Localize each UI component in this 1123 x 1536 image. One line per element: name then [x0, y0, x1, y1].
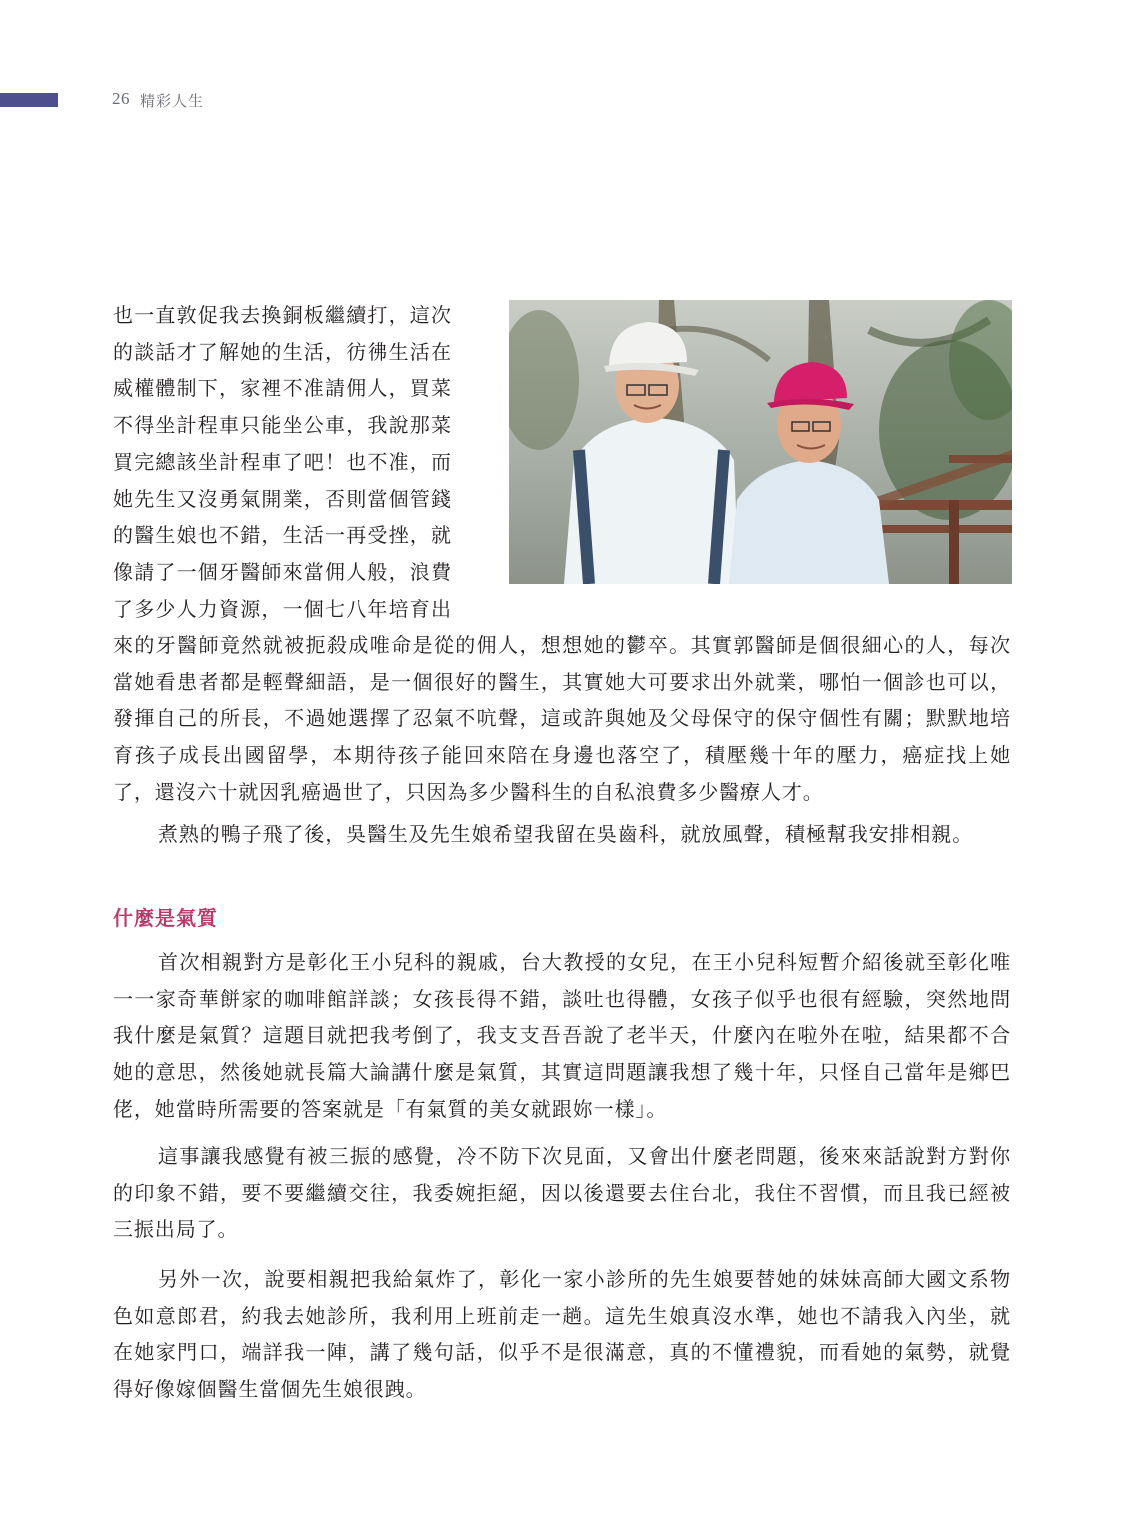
photo-two-men	[509, 300, 1012, 584]
wrap-line: 的醫生娘也不錯，生活一再受挫，就	[113, 523, 453, 548]
wrap-line: 的談話才了解她的生活，彷彿生活在	[113, 339, 453, 364]
body-paragraph: 另外一次，說要相親把我給氣炸了，彰化一家小診所的先生娘要替她的妹妹高師大國文系物色如意郎君，約我去她診所，我利用上班前走一趟。這先生娘真沒水準，她也不請我入內坐，就在她家門口，端詳我一陣，講了幾句話，似乎不是很滿意，真的不懂禮貌，而看她的氣勢，就覺得好像嫁個醫生當個先生娘很跩。	[113, 1267, 1011, 1402]
paragraph-3	[113, 944, 1011, 1128]
wrap-line: 威權體制下，家裡不准請佣人，買菜	[113, 376, 453, 401]
running-title: 精彩人生	[140, 92, 205, 110]
body-paragraph: 來的牙醫師竟然就被扼殺成唯命是從的佣人，想想她的鬱卒。其實郭醫師是個很細心的人，每次當她看患者都是輕聲細語，是一個很好的醫生，其實她大可要求出外就業，哪怕一個診也可以，發揮自己的所長，不過她選擇了忍氣不吭聲，這或許與她及父母保守的保守個性有關；默默地培育孩子成長出國留學，本期待孩子能回來陪在身邊也落空了，積壓幾十年的壓力，癌症找上她了，還沒六十就因乳癌過世了，只因為多少醫科生的自私浪費多少醫療人才。	[113, 633, 1011, 804]
wrap-line: 也一直敦促我去換銅板繼續打，這次	[113, 303, 453, 327]
photo-two-men-with-caps-icon	[509, 300, 1012, 584]
body-paragraph: 首次相親對方是彰化王小兒科的親戚，台大教授的女兒，在王小兒科短暫介紹後就至彰化唯一一家奇華餅家的咖啡館詳談；女孩長得不錯，談吐也得體，女孩子似乎也很有經驗，突然地問我什麼是氣質？這題目就把我考倒了，我支支吾吾說了老半天，什麼內在啦外在啦，結果都不合她的意思，然後她就長篇大論講什麼是氣質，其實這問題讓我想了幾十年，只怪自己當年是鄉巴佬，她當時所需要的答案就是「有氣質的美女就跟妳一樣」。	[113, 950, 1011, 1121]
text-wrap-column	[113, 297, 475, 627]
paragraph-4	[113, 1138, 1011, 1248]
wrap-line: 不得坐計程車只能坐公車，我說那菜	[113, 413, 453, 438]
wrap-line: 像請了一個牙醫師來當佣人般，浪費	[113, 559, 453, 584]
paragraph-continuation	[113, 627, 1011, 811]
page-number: 26	[112, 89, 130, 108]
wrap-line: 買完總該坐計程車了吧！也不准，而	[113, 449, 453, 474]
paragraph-2	[113, 816, 1011, 853]
wrap-line: 她先生又沒勇氣開業，否則當個管錢	[113, 486, 453, 511]
body-paragraph: 煮熟的鴨子飛了後，吳醫生及先生娘希望我留在吳齒科，就放風聲，積極幫我安排相親。	[158, 822, 974, 846]
paragraph-5	[113, 1261, 1011, 1408]
body-paragraph: 這事讓我感覺有被三振的感覺，冷不防下次見面，又會出什麼老問題，後來來話說對方對你的印象不錯，要不要繼續交往，我委婉拒絕，因以後還要去住台北，我住不習慣，而且我已經被三振出局了。	[113, 1144, 1011, 1242]
wrap-line: 了多少人力資源，一個七八年培育出	[113, 596, 453, 621]
header-accent-bar	[0, 93, 58, 107]
section-heading: 什麼是氣質	[113, 906, 218, 930]
